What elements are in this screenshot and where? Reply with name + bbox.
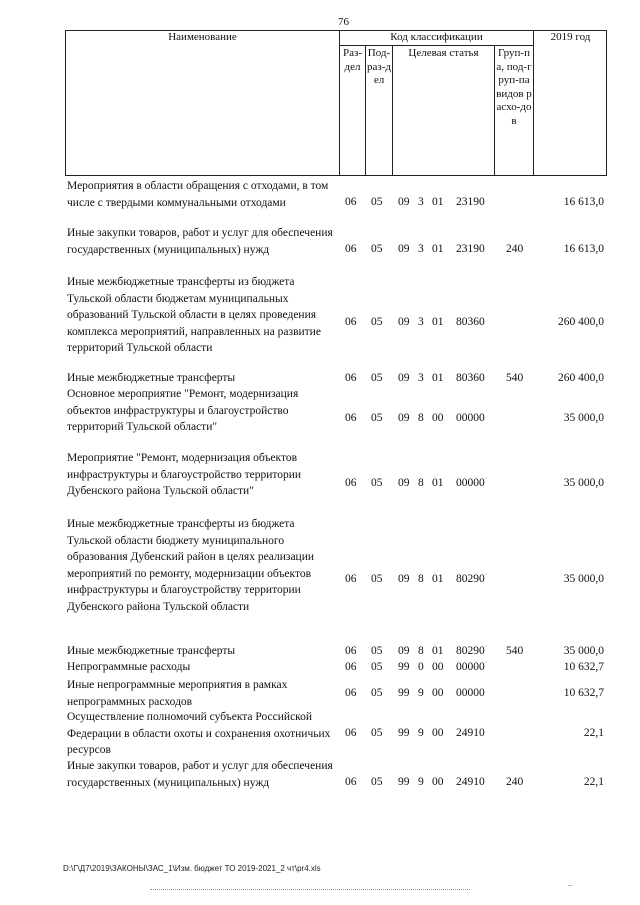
row-target-2: 3 bbox=[418, 196, 424, 208]
row-name: Иные межбюджетные трансферты bbox=[67, 645, 236, 657]
row-podrazdel: 05 bbox=[371, 243, 383, 255]
row-target-4: 23190 bbox=[456, 243, 485, 255]
row-target-1: 99 bbox=[398, 727, 410, 739]
row-sum: 260 400,0 bbox=[558, 316, 604, 328]
row-podrazdel: 05 bbox=[371, 687, 383, 699]
row-target-1: 09 bbox=[398, 243, 410, 255]
row-target-4: 80290 bbox=[456, 645, 485, 657]
row-name: Иные межбюджетные трансферты из бюджета Тульской области бюджетам муниципальных образований Тульской области в целях проведения комплекса мероприятий, направленных на развитие территорий Тульской области bbox=[67, 276, 321, 354]
header-podrazdel bbox=[366, 47, 392, 88]
row-target-1: 99 bbox=[398, 776, 410, 788]
row-razdel: 06 bbox=[345, 372, 357, 384]
row-group: 540 bbox=[506, 645, 524, 657]
row-target-3: 00 bbox=[432, 727, 444, 739]
row-target-2: 8 bbox=[418, 573, 424, 585]
row-podrazdel: 05 bbox=[371, 727, 383, 739]
row-razdel: 06 bbox=[345, 661, 357, 673]
row-razdel: 06 bbox=[345, 776, 357, 788]
row-target-2: 3 bbox=[418, 316, 424, 328]
row-sum: 260 400,0 bbox=[558, 372, 604, 384]
row-target-4: 23190 bbox=[456, 196, 485, 208]
row-target-3: 01 bbox=[432, 372, 444, 384]
row-target-4: 00000 bbox=[456, 477, 485, 489]
row-target-2: 0 bbox=[418, 661, 424, 673]
header-podrazdel-text: Под-раз-дел bbox=[367, 47, 391, 86]
row-target-2: 9 bbox=[418, 776, 424, 788]
header-gruppa bbox=[495, 47, 533, 128]
footer-file-path: D:\Г\Д7\2019\ЗАКОНЫ\ЗАС_1\Изм. бюджет ТО 2019-2021_2 чт\pr4.xls bbox=[63, 864, 321, 873]
row-podrazdel: 05 bbox=[371, 477, 383, 489]
row-target-2: 8 bbox=[418, 412, 424, 424]
header-gruppa-text: Груп-па, под-груп-па видов расхо-дов bbox=[496, 47, 532, 127]
row-target-3: 00 bbox=[432, 412, 444, 424]
row-target-1: 09 bbox=[398, 372, 410, 384]
row-target-4: 80360 bbox=[456, 372, 485, 384]
header-name: Наименование bbox=[168, 31, 237, 43]
divider bbox=[533, 30, 534, 176]
row-target-4: 24910 bbox=[456, 776, 485, 788]
row-razdel: 06 bbox=[345, 573, 357, 585]
row-target-3: 00 bbox=[432, 776, 444, 788]
row-target-1: 09 bbox=[398, 316, 410, 328]
row-sum: 35 000,0 bbox=[563, 573, 604, 585]
row-target-2: 8 bbox=[418, 477, 424, 489]
row-target-3: 01 bbox=[432, 316, 444, 328]
scan-artifact-line bbox=[150, 889, 470, 890]
row-name: Непрограммные расходы bbox=[67, 661, 191, 673]
row-group: 240 bbox=[506, 243, 524, 255]
row-razdel: 06 bbox=[345, 645, 357, 657]
row-name: Иные межбюджетные трансферты bbox=[67, 372, 236, 384]
row-target-3: 01 bbox=[432, 573, 444, 585]
row-sum: 35 000,0 bbox=[563, 412, 604, 424]
row-name: Иные непрограммные мероприятия в рамках непрограммных расходов bbox=[67, 679, 288, 708]
header-year: 2019 год bbox=[550, 31, 591, 43]
row-podrazdel: 05 bbox=[371, 661, 383, 673]
row-podrazdel: 05 bbox=[371, 776, 383, 788]
row-target-3: 00 bbox=[432, 661, 444, 673]
row-name: Иные межбюджетные трансферты из бюджета Тульской области бюджету муниципального образования Дубенский район в целях реализации мероприятий по ремонту, модернизации объектов инфраструктуры и благоустройству территории Дубенского района Тульской области bbox=[67, 518, 315, 613]
row-target-4: 80290 bbox=[456, 573, 485, 585]
row-razdel: 06 bbox=[345, 196, 357, 208]
row-sum: 16 613,0 bbox=[563, 243, 604, 255]
row-podrazdel: 05 bbox=[371, 573, 383, 585]
header-razdel-text: Раз-дел bbox=[342, 47, 362, 73]
row-podrazdel: 05 bbox=[371, 645, 383, 657]
row-target-1: 09 bbox=[398, 477, 410, 489]
row-sum: 35 000,0 bbox=[563, 645, 604, 657]
row-target-4: 00000 bbox=[456, 661, 485, 673]
header-code-classification: Код классификации bbox=[390, 31, 483, 43]
row-target-2: 8 bbox=[418, 645, 424, 657]
row-target-1: 99 bbox=[398, 661, 410, 673]
row-target-3: 00 bbox=[432, 687, 444, 699]
row-target-3: 01 bbox=[432, 243, 444, 255]
page-number: 76 bbox=[338, 16, 349, 28]
row-razdel: 06 bbox=[345, 243, 357, 255]
row-razdel: 06 bbox=[345, 727, 357, 739]
row-target-2: 9 bbox=[418, 687, 424, 699]
row-razdel: 06 bbox=[345, 412, 357, 424]
row-target-1: 09 bbox=[398, 645, 410, 657]
row-name: Основное мероприятие "Ремонт, модернизация объектов инфраструктуры и благоустройство территорий Тульской области" bbox=[67, 388, 299, 433]
row-razdel: 06 bbox=[345, 316, 357, 328]
row-group: 540 bbox=[506, 372, 524, 384]
row-target-1: 99 bbox=[398, 687, 410, 699]
divider bbox=[339, 45, 534, 46]
row-target-3: 01 bbox=[432, 645, 444, 657]
row-target-4: 00000 bbox=[456, 412, 485, 424]
row-name: Осуществление полномочий субъекта Российской Федерации в области охоты и сохранения охотничьих ресурсов bbox=[67, 711, 331, 756]
row-name: Мероприятие "Ремонт, модернизация объектов инфраструктуры и благоустройство территории Дубенского района Тульской области" bbox=[67, 452, 302, 497]
row-podrazdel: 05 bbox=[371, 372, 383, 384]
row-target-1: 09 bbox=[398, 412, 410, 424]
row-name: Мероприятия в области обращения с отходами, в том числе с твердыми коммунальными отходами bbox=[67, 180, 329, 209]
row-podrazdel: 05 bbox=[371, 412, 383, 424]
row-target-2: 3 bbox=[418, 243, 424, 255]
row-target-4: 80360 bbox=[456, 316, 485, 328]
row-group: 240 bbox=[506, 776, 524, 788]
row-target-1: 09 bbox=[398, 196, 410, 208]
scan-mark: – bbox=[568, 880, 572, 889]
row-podrazdel: 05 bbox=[371, 316, 383, 328]
row-sum: 22,1 bbox=[583, 776, 604, 788]
row-razdel: 06 bbox=[345, 477, 357, 489]
row-target-1: 09 bbox=[398, 573, 410, 585]
header-tselevaya: Целевая статья bbox=[408, 47, 479, 59]
row-target-3: 01 bbox=[432, 477, 444, 489]
row-target-4: 24910 bbox=[456, 727, 485, 739]
row-sum: 35 000,0 bbox=[563, 477, 604, 489]
row-target-2: 3 bbox=[418, 372, 424, 384]
header-razdel bbox=[340, 47, 365, 74]
row-razdel: 06 bbox=[345, 687, 357, 699]
row-sum: 16 613,0 bbox=[563, 196, 604, 208]
row-name: Иные закупки товаров, работ и услуг для обеспечения государственных (муниципальных) нужд bbox=[67, 227, 333, 256]
row-target-2: 9 bbox=[418, 727, 424, 739]
row-sum: 10 632,7 bbox=[563, 661, 604, 673]
row-target-4: 00000 bbox=[456, 687, 485, 699]
row-target-3: 01 bbox=[432, 196, 444, 208]
divider bbox=[392, 45, 393, 176]
row-podrazdel: 05 bbox=[371, 196, 383, 208]
row-name: Иные закупки товаров, работ и услуг для обеспечения государственных (муниципальных) нужд bbox=[67, 760, 333, 789]
row-sum: 10 632,7 bbox=[563, 687, 604, 699]
row-sum: 22,1 bbox=[583, 727, 604, 739]
